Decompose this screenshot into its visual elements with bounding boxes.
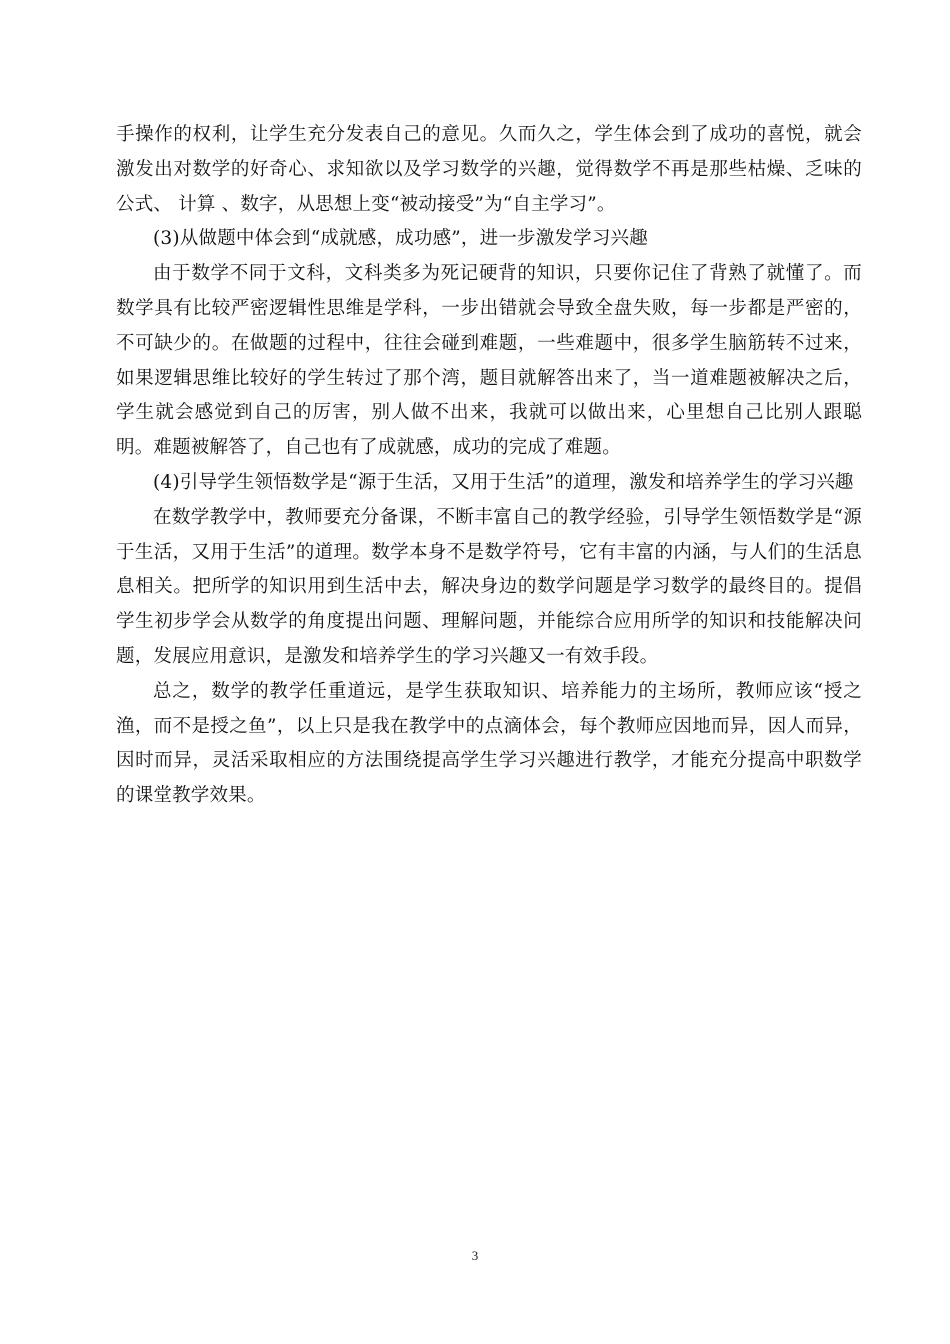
paragraph-difficulty: 由于数学不同于文科，文科类多为死记硬背的知识，只要你记住了背熟了就懂了。而数学具有比较严密逻辑性思维是学科，一步出错就会导致全盘失败，每一步都是严密的，不可缺少的。在做题的过程中，往往会碰到难题，一些难题中，很多学生脑筋转不过来，如果逻辑思维比较好的学生转过了那个湾，题目就解答出来了，当一道难题被解决之后，学生就会感觉到自己的厉害，别人做不出来，我就可以做出来，心里想自己比别人跟聪明。难题被解答了，自己也有了成就感，成功的完成了难题。 [116,263,862,459]
page-number: 3 [471,1248,479,1263]
section-heading-4: (4)引导学生领悟数学是“源于生活，又用于生活”的道理，激发和培养学生的学习兴趣 [153,471,854,493]
paragraph-continuation: 手操作的权利，让学生充分发表自己的意见。久而久之，学生体会到了成功的喜悦，就会激发出对数学的好奇心、求知欲以及学习数学的兴趣，觉得数学不再是那些枯燥、乏味的公式、 计算 、数字，从思想上变“被动接受”为“自主学习”。 [116,124,862,215]
section-heading-3: (3)从做题中体会到“成就感，成功感”，进一步激发学习兴趣 [153,228,648,250]
paragraph-conclusion: 总之，数学的教学任重道远，是学生获取知识、培养能力的主场所，教师应该“授之渔，而不是授之鱼”，以上只是我在教学中的点滴体会，每个教师应因地而异，因人而异，因时而异，灵活采取相应的方法围绕提高学生学习兴趣进行教学，才能充分提高中职数学的课堂教学效果。 [116,680,862,807]
document-body [116,118,862,814]
paragraph-life-math: 在数学教学中，教师要充分备课，不断丰富自己的教学经验，引导学生领悟数学是“源于生活，又用于生活”的道理。数学本身不是数学符号，它有丰富的内涵，与人们的生活息息相关。把所学的知识用到生活中去，解决身边的数学问题是学习数学的最终目的。提倡学生初步学会从数学的角度提出问题、理解问题，并能综合应用所学的知识和技能解决问题，发展应用意识，是激发和培养学生的学习兴趣又一有效手段。 [116,506,862,667]
